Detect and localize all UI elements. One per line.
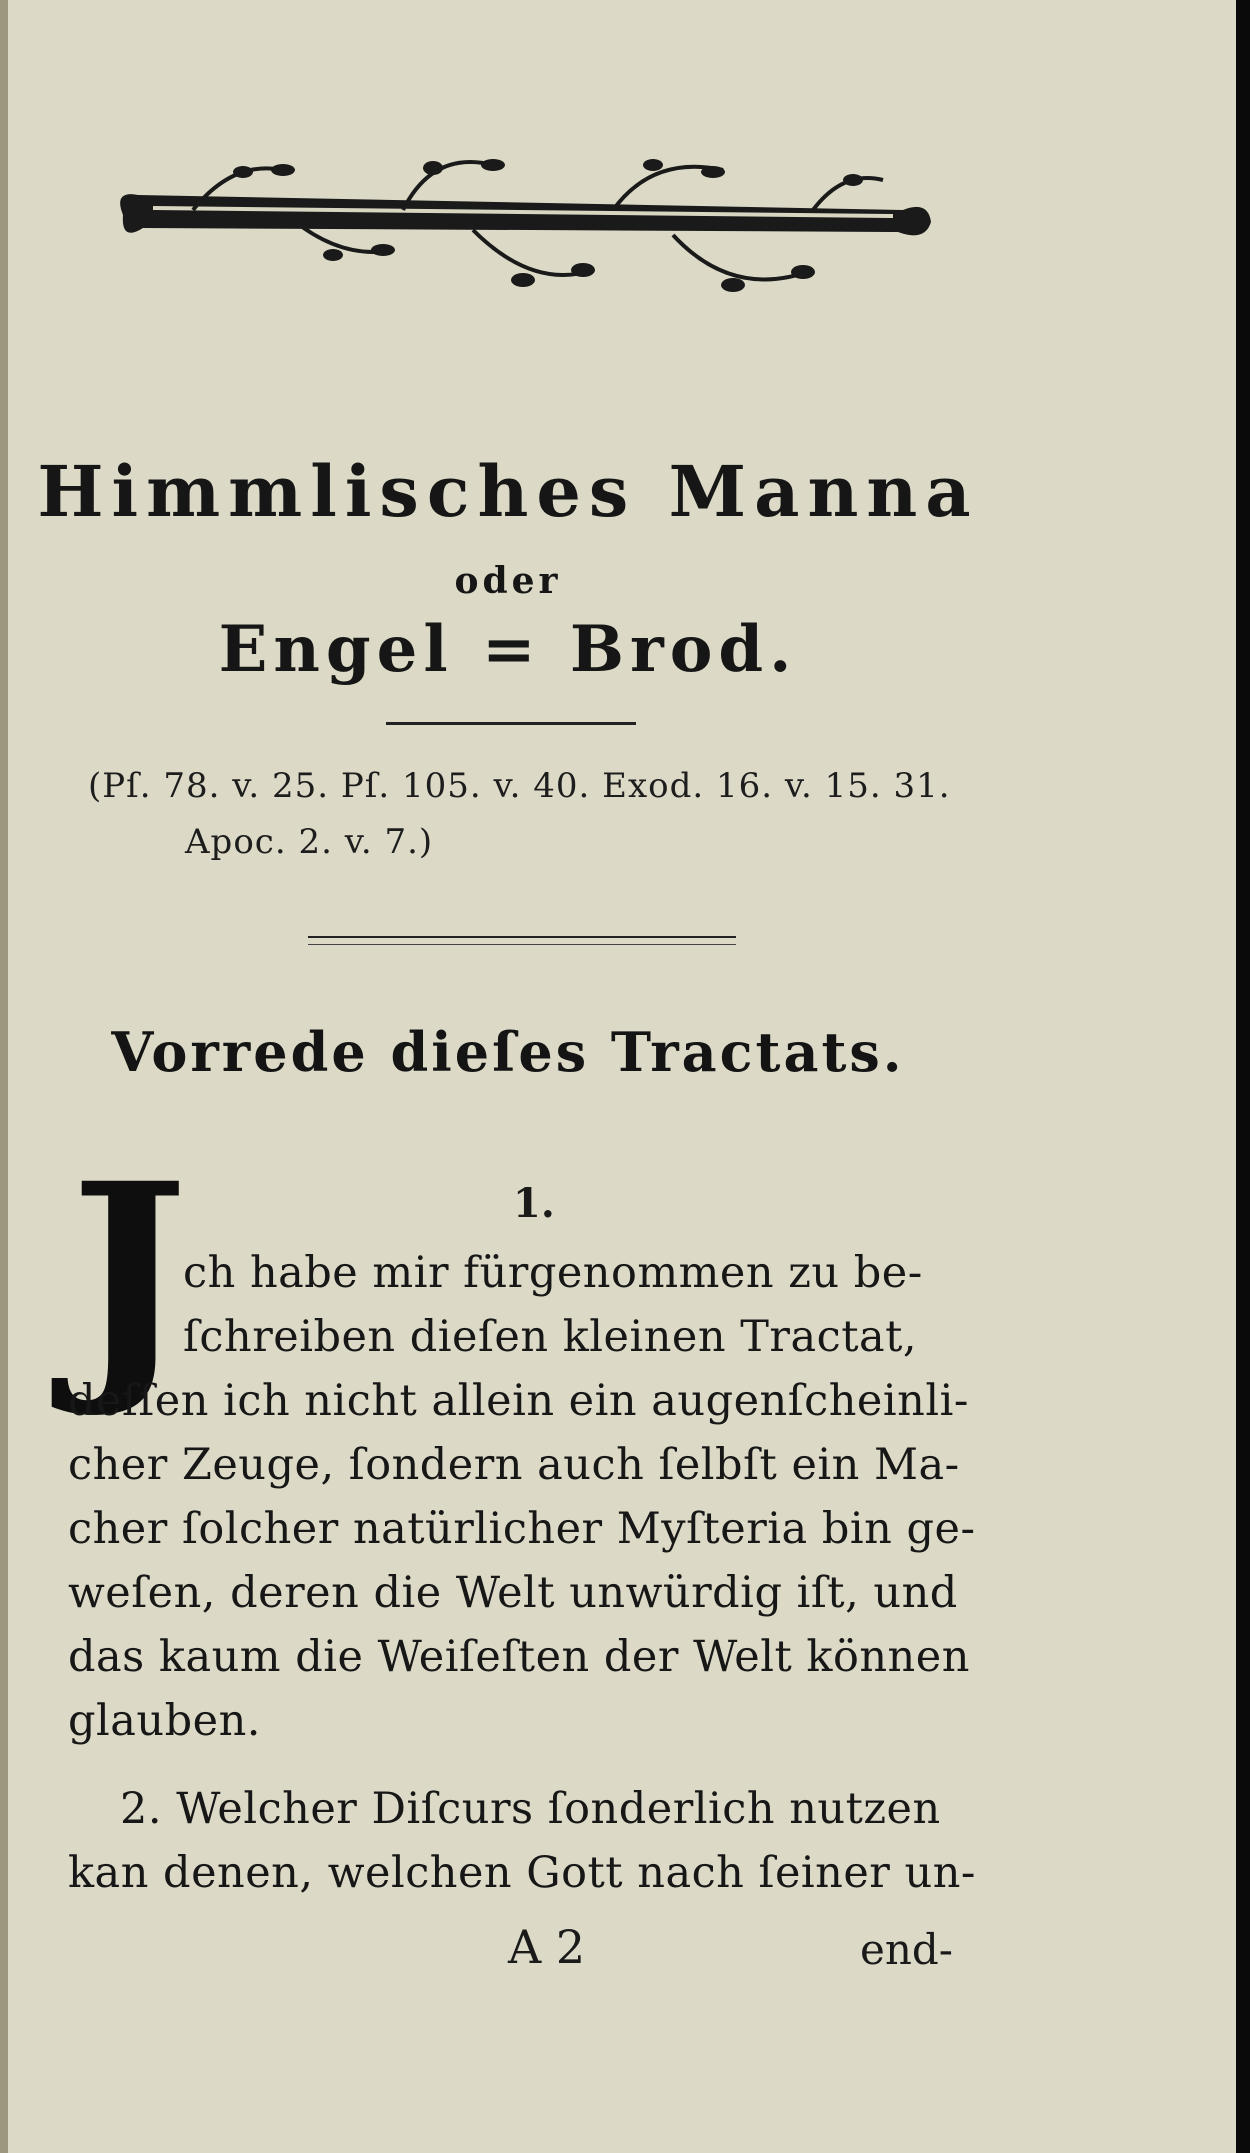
preface-heading: Vorrede dieſes Tractats.	[111, 1020, 905, 1084]
paragraph-line: weſen, deren die Welt unwürdig iſt, und	[68, 1568, 958, 1618]
paragraph-line: cher ſolcher natürlicher Myſteria bin ge-	[68, 1504, 976, 1554]
paragraph-line: ſchreiben dieſen kleinen Tractat,	[183, 1312, 918, 1362]
paragraph-line: ch habe mir fürgenommen zu be-	[183, 1248, 923, 1298]
catchword: end-	[860, 1925, 953, 1974]
section-divider-thin	[308, 944, 736, 945]
title-main: Himmlisches Manna	[37, 450, 979, 533]
title-conjunction: oder	[454, 560, 562, 602]
floral-vignette-ornament	[113, 150, 953, 320]
paragraph-line: kan denen, welchen Gott nach ſeiner un-	[68, 1848, 976, 1898]
drop-cap: J	[70, 1128, 189, 1422]
page-right-edge	[1236, 0, 1250, 2153]
page-left-edge	[0, 0, 8, 2153]
paragraph-line: das kaum die Weiſeſten der Welt können	[68, 1632, 970, 1682]
title-subtitle: Engel = Brod.	[218, 612, 798, 687]
signature-mark: A 2	[508, 1920, 586, 1974]
book-page	[8, 0, 1236, 2153]
paragraph-line: deſſen ich nicht allein ein augenſcheinli-	[68, 1376, 969, 1426]
section-divider	[308, 936, 736, 938]
reference-line-2: Apoc. 2. v. 7.)	[185, 822, 434, 862]
scripture-references	[88, 758, 951, 870]
title-divider	[386, 722, 636, 725]
section-number: 1.	[513, 1180, 555, 1227]
reference-line-1: (Pſ. 78. v. 25. Pſ. 105. v. 40. Exod. 16. v. 15. 31.	[88, 766, 951, 806]
paragraph-line: 2. Welcher Diſcurs ſonderlich nutzen	[120, 1784, 941, 1834]
paragraph-line: cher Zeuge, ſondern auch ſelbſt ein Ma-	[68, 1440, 960, 1490]
paragraph-line: glauben.	[68, 1696, 261, 1746]
